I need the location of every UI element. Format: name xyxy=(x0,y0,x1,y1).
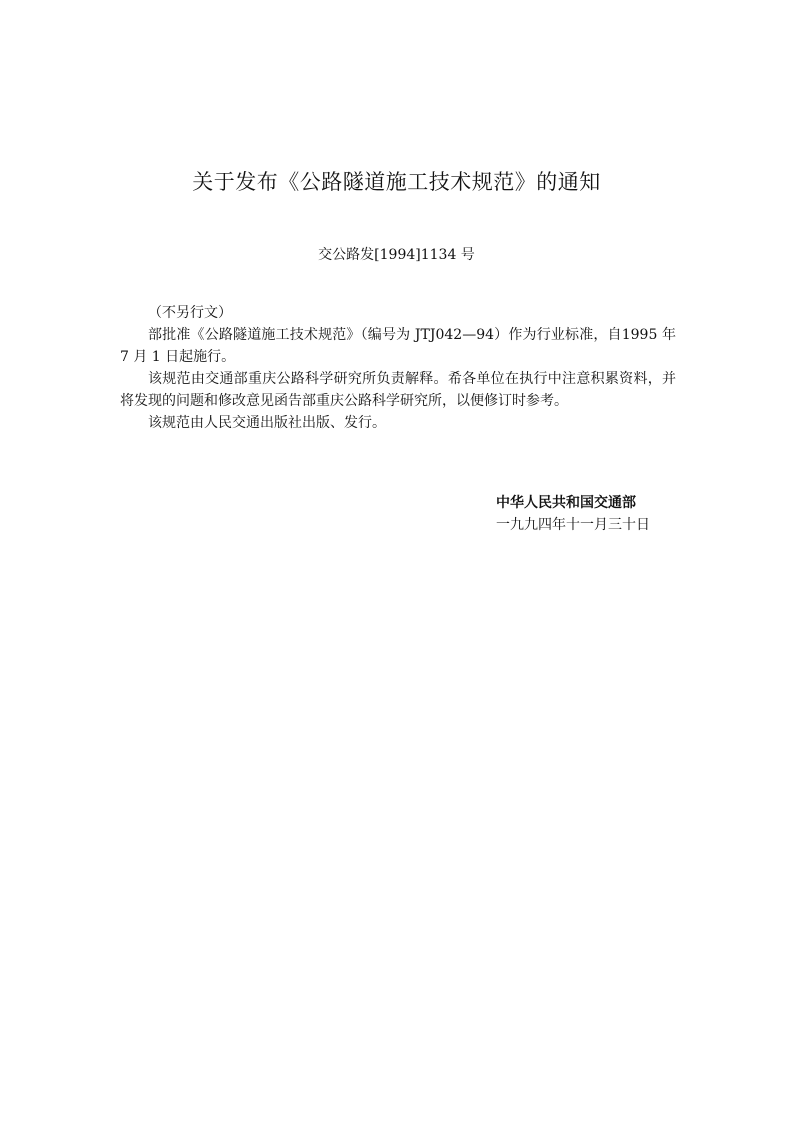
document-title: 关于发布《公路隧道施工技术规范》的通知 xyxy=(192,170,601,194)
issuing-organization: 中华人民共和国交通部 xyxy=(496,495,636,511)
paragraph-interpretation: 该规范由交通部重庆公路科学研究所负责解释。希各单位在执行中注意积累资料，并将发现的问题和修改意见函告部重庆公路科学研究所，以便修订时参考。 xyxy=(120,371,676,409)
paragraph-publication: 该规范由人民交通出版社出版、发行。 xyxy=(148,415,386,431)
signature-block xyxy=(496,492,696,536)
paragraph-approval: 部批准《公路隧道施工技术规范》（编号为 JTJ042—94）作为行业标准，自1995 年 7 月 1 日起施行。 xyxy=(120,327,676,365)
document-body xyxy=(120,302,676,434)
paragraph-note: （不另行文） xyxy=(148,305,232,321)
issue-date: 一九九四年十一月三十日 xyxy=(496,517,650,533)
document-number: 交公路发[1994]1134 号 xyxy=(318,247,475,263)
